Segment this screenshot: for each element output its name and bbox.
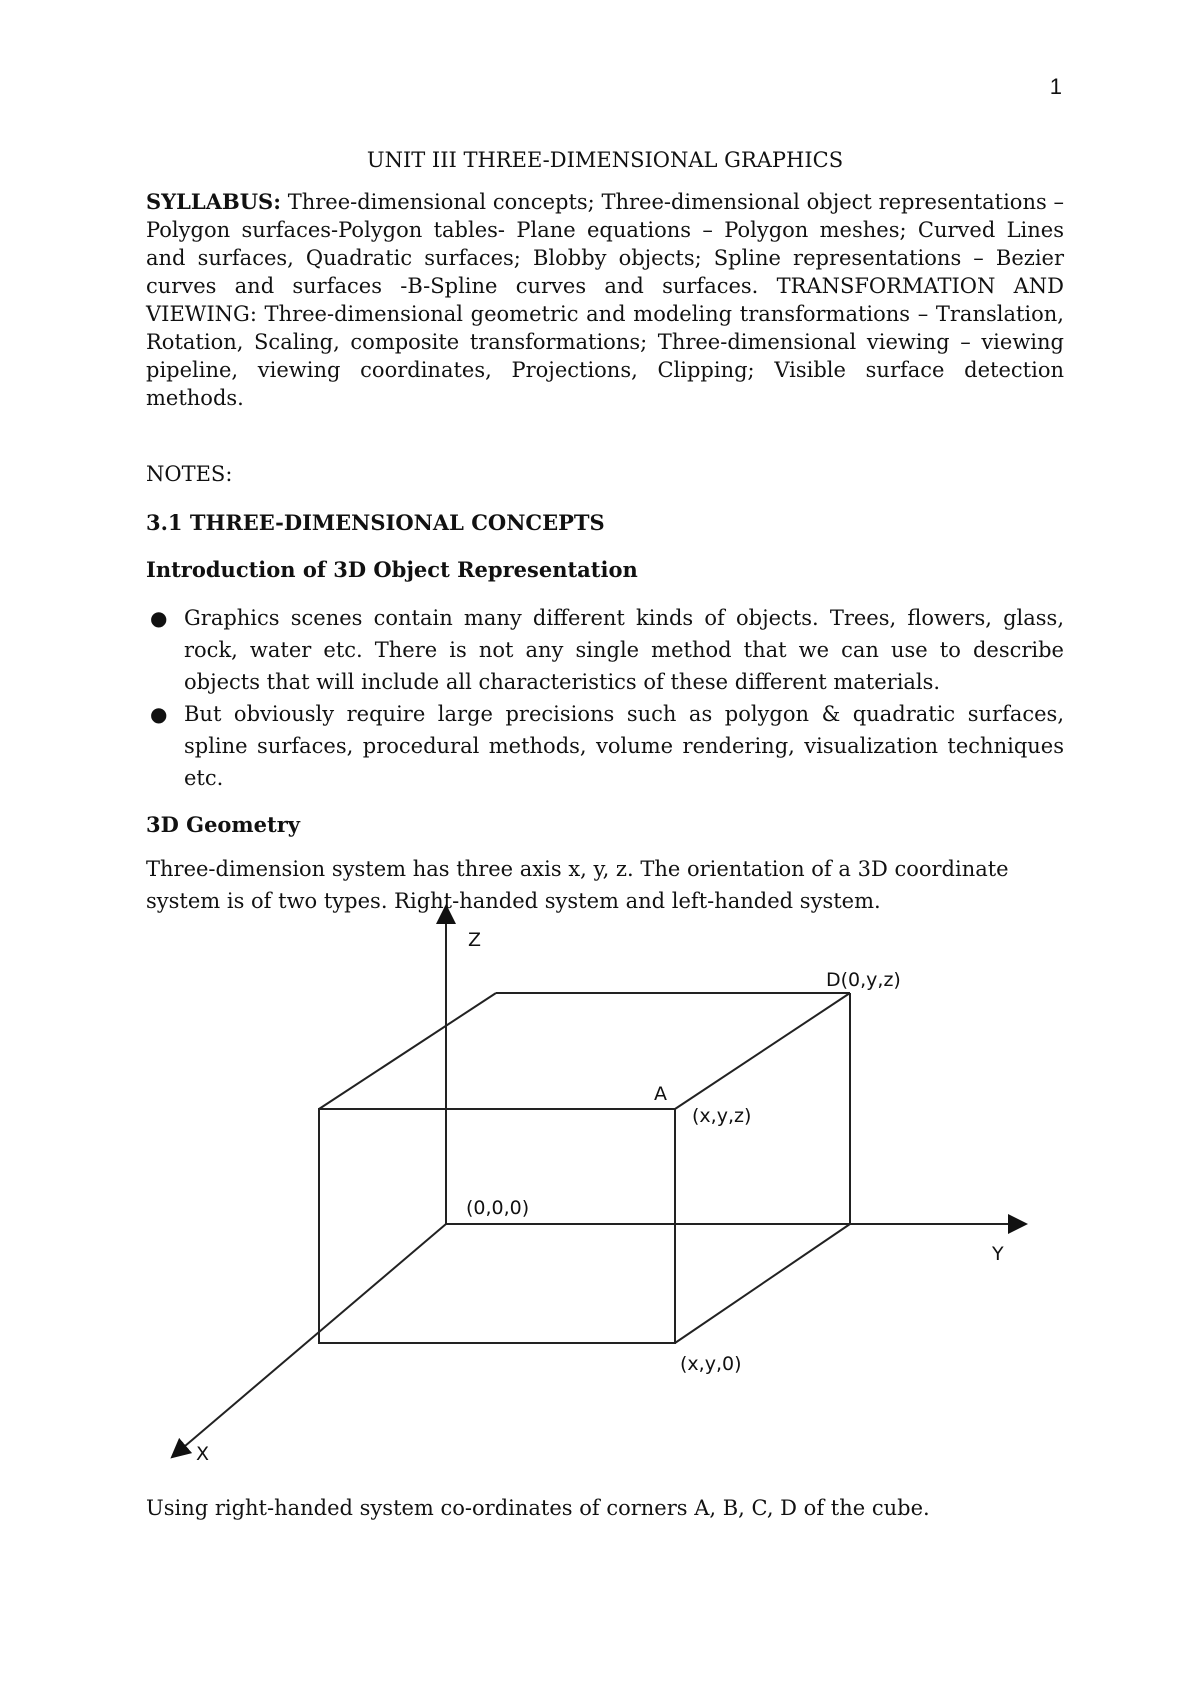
unit-title: UNIT III THREE-DIMENSIONAL GRAPHICS <box>366 148 844 172</box>
x-axis-label: X <box>196 1443 210 1465</box>
bullet-text: But obviously require large precisions such as polygon & quadratic surfaces, spline surfaces, procedural methods, volume rendering, visualization techniques etc. <box>184 702 1064 790</box>
intro-title: Introduction of 3D Object Representation <box>146 557 638 582</box>
syllabus-label: SYLLABUS: <box>146 189 281 214</box>
geometry-title: 3D Geometry <box>146 812 300 837</box>
syllabus-text: Three-dimensional concepts; Three-dimensional object representations – Polygon surfaces-Polygon tables- Plane equations – Polygon meshes; Curved Lines and surfaces, Quadratic surfaces; Blobby objects; Spline representations – Bezier curves and surfaces -B-Spline curves and surfaces. TRANSFORMATION AND VIEWING: Three-dimensional geometric and modeling transformations – Translation, Rotation, Scaling, composite transformations; Three-dimensional viewing – viewing pipeline, viewing coordinates, Projections, Clipping; Visible surface detection methods. <box>146 190 1064 410</box>
footer-paragraph: Using right-handed system co-ordinates of corners A, B, C, D of the cube. <box>146 1496 930 1520</box>
z-axis-label: Z <box>468 929 482 951</box>
bullet-icon: ● <box>150 702 168 726</box>
bullet-icon: ● <box>150 606 168 630</box>
cube-edge <box>319 993 496 1109</box>
list-item <box>146 602 1064 698</box>
cube-diagram <box>150 900 1050 1480</box>
list-item <box>146 698 1064 794</box>
cube-edge <box>675 993 850 1109</box>
x-axis <box>178 1224 446 1452</box>
page-number: 1 <box>1049 74 1062 99</box>
point-d-label: D(0,y,z) <box>826 969 901 991</box>
section-title: 3.1 THREE-DIMENSIONAL CONCEPTS <box>146 510 605 535</box>
bullet-text: Graphics scenes contain many different kinds of objects. Trees, flowers, glass, rock, water etc. There is not any single method that we can use to describe objects that will include all characteristics of these different materials. <box>184 606 1064 694</box>
syllabus-paragraph <box>146 188 1064 412</box>
geometry-paragraph: Three-dimension system has three axis x, y, z. The orientation of a 3D coordinate system is of two types. Right-handed system and left-handed system. <box>146 857 1009 913</box>
bullet-list <box>146 602 1064 794</box>
document-body <box>146 148 1064 917</box>
cube-front-face <box>319 1109 675 1343</box>
point-xy0-label: (x,y,0) <box>680 1353 742 1375</box>
origin-label: (0,0,0) <box>466 1197 530 1219</box>
notes-label: NOTES: <box>146 462 233 486</box>
y-axis-label: Y <box>992 1243 1004 1265</box>
point-a-label: A <box>654 1083 667 1105</box>
cube-edge <box>675 1224 850 1343</box>
point-a-coords-label: (x,y,z) <box>692 1105 752 1127</box>
